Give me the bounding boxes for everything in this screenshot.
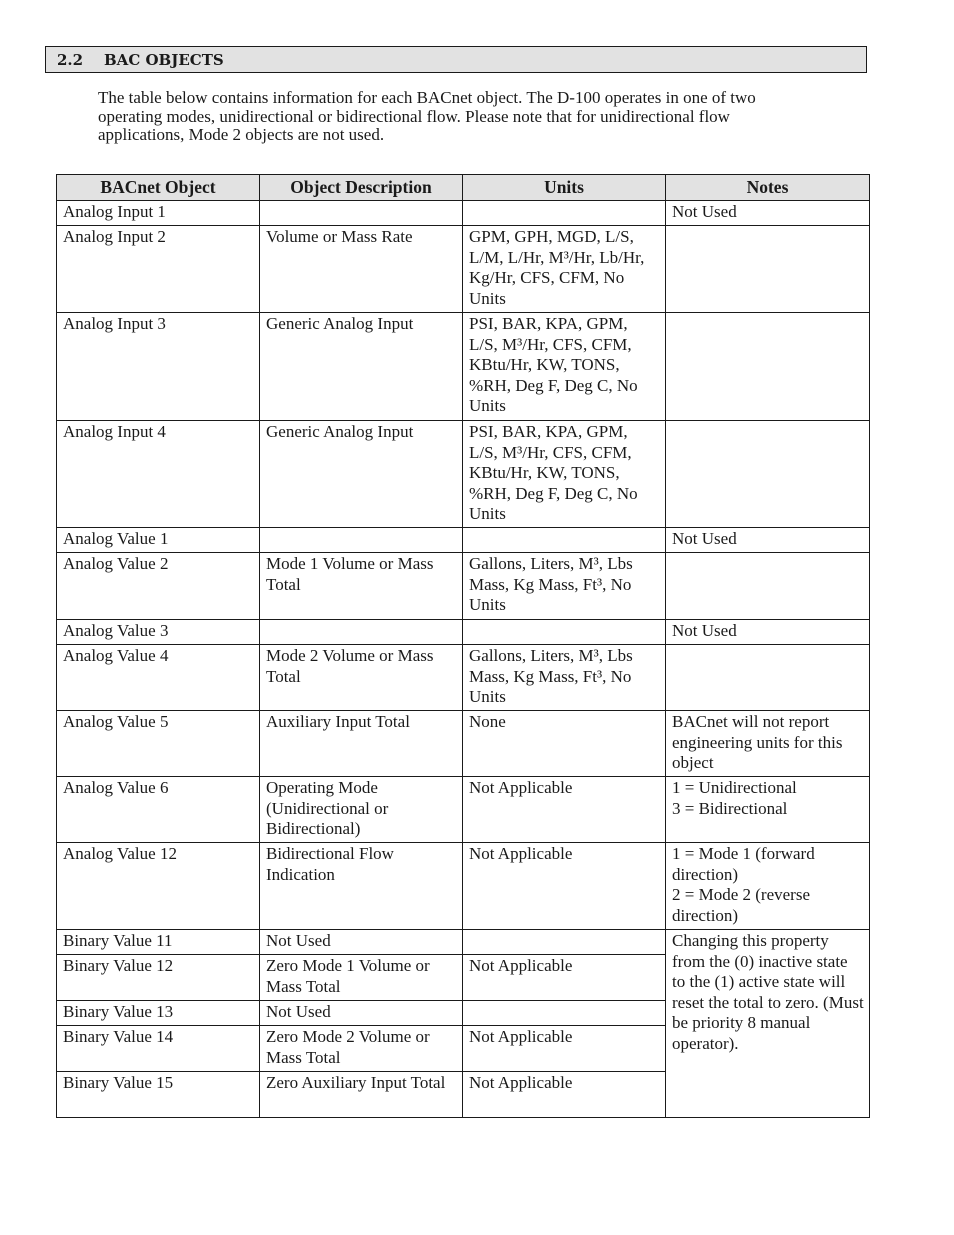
section-number: 2.2 <box>57 50 84 69</box>
cell-object: Analog Input 2 <box>57 226 260 313</box>
cell-description <box>260 201 463 226</box>
cell-units <box>463 201 666 226</box>
bac-objects-table <box>56 174 870 1118</box>
cell-notes: 1 = Mode 1 (forward direction) 2 = Mode 2 (reverse direction) <box>666 843 870 930</box>
table-row <box>57 711 870 777</box>
cell-description: Not Used <box>260 1001 463 1026</box>
table-row <box>57 201 870 226</box>
cell-object: Analog Value 12 <box>57 843 260 930</box>
table-row <box>57 843 870 930</box>
cell-object: Binary Value 14 <box>57 1026 260 1072</box>
cell-notes <box>666 421 870 528</box>
header-bacnet-object: BACnet Object <box>57 175 260 201</box>
cell-description: Zero Mode 1 Volume or Mass Total <box>260 955 463 1001</box>
header-units: Units <box>463 175 666 201</box>
table-row <box>57 553 870 620</box>
cell-description: Not Used <box>260 930 463 955</box>
cell-units <box>463 528 666 553</box>
cell-description: Mode 1 Volume or Mass Total <box>260 553 463 620</box>
cell-notes-binary: Changing this property from the (0) inactive state to the (1) active state will reset the total to zero. (Must be priority 8 manual operator). <box>666 930 870 1118</box>
table-row <box>57 777 870 843</box>
cell-units: Not Applicable <box>463 1026 666 1072</box>
cell-units: None <box>463 711 666 777</box>
cell-units: PSI, BAR, KPA, GPM, L/S, M³/Hr, CFS, CFM, KBtu/Hr, KW, TONS, %RH, Deg F, Deg C, No Units <box>463 313 666 421</box>
cell-units: Gallons, Liters, M³, Lbs Mass, Kg Mass, Ft³, No Units <box>463 645 666 711</box>
cell-units <box>463 930 666 955</box>
cell-notes <box>666 645 870 711</box>
table-header-row <box>57 175 870 201</box>
cell-units: Not Applicable <box>463 843 666 930</box>
cell-object: Binary Value 15 <box>57 1072 260 1118</box>
cell-description: Zero Mode 2 Volume or Mass Total <box>260 1026 463 1072</box>
cell-description <box>260 528 463 553</box>
cell-object: Binary Value 13 <box>57 1001 260 1026</box>
cell-description <box>260 620 463 645</box>
cell-notes: Not Used <box>666 620 870 645</box>
cell-description: Generic Analog Input <box>260 313 463 421</box>
cell-units: Not Applicable <box>463 1072 666 1118</box>
cell-description: Auxiliary Input Total <box>260 711 463 777</box>
cell-object: Analog Value 1 <box>57 528 260 553</box>
cell-description: Operating Mode (Unidirectional or Bidirectional) <box>260 777 463 843</box>
intro-paragraph: The table below contains information for each BACnet object. The D-100 operates in one of two operating modes, unidirectional or bidirectional flow. Please note that for unidirectional flow applications, Mode 2 objects are not used. <box>98 88 756 145</box>
table-row <box>57 421 870 528</box>
cell-notes: 1 = Unidirectional 3 = Bidirectional <box>666 777 870 843</box>
header-object-description: Object Description <box>260 175 463 201</box>
cell-object: Binary Value 12 <box>57 955 260 1001</box>
cell-notes: Not Used <box>666 528 870 553</box>
cell-units: Gallons, Liters, M³, Lbs Mass, Kg Mass, Ft³, No Units <box>463 553 666 620</box>
cell-notes <box>666 553 870 620</box>
header-notes: Notes <box>666 175 870 201</box>
table-row <box>57 930 870 955</box>
section-header <box>45 46 867 73</box>
cell-units: Not Applicable <box>463 777 666 843</box>
cell-units <box>463 620 666 645</box>
cell-notes: BACnet will not report engineering units for this object <box>666 711 870 777</box>
cell-units: Not Applicable <box>463 955 666 1001</box>
cell-units <box>463 1001 666 1026</box>
table-row <box>57 313 870 421</box>
cell-object: Analog Input 1 <box>57 201 260 226</box>
cell-object: Analog Value 5 <box>57 711 260 777</box>
cell-object: Analog Input 4 <box>57 421 260 528</box>
table-row <box>57 226 870 313</box>
cell-object: Analog Value 2 <box>57 553 260 620</box>
cell-notes <box>666 313 870 421</box>
cell-description: Generic Analog Input <box>260 421 463 528</box>
cell-object: Analog Value 4 <box>57 645 260 711</box>
cell-description: Mode 2 Volume or Mass Total <box>260 645 463 711</box>
cell-notes <box>666 226 870 313</box>
cell-description: Volume or Mass Rate <box>260 226 463 313</box>
cell-object: Binary Value 11 <box>57 930 260 955</box>
cell-units: GPM, GPH, MGD, L/S, L/M, L/Hr, M³/Hr, Lb/Hr, Kg/Hr, CFS, CFM, No Units <box>463 226 666 313</box>
section-title: BAC OBJECTS <box>104 50 224 69</box>
cell-object: Analog Value 3 <box>57 620 260 645</box>
table-row <box>57 620 870 645</box>
cell-object: Analog Value 6 <box>57 777 260 843</box>
table-row <box>57 645 870 711</box>
cell-object: Analog Input 3 <box>57 313 260 421</box>
cell-notes: Not Used <box>666 201 870 226</box>
cell-description: Zero Auxiliary Input Total <box>260 1072 463 1118</box>
table-row <box>57 528 870 553</box>
cell-units: PSI, BAR, KPA, GPM, L/S, M³/Hr, CFS, CFM, KBtu/Hr, KW, TONS, %RH, Deg F, Deg C, No Units <box>463 421 666 528</box>
cell-description: Bidirectional Flow Indication <box>260 843 463 930</box>
